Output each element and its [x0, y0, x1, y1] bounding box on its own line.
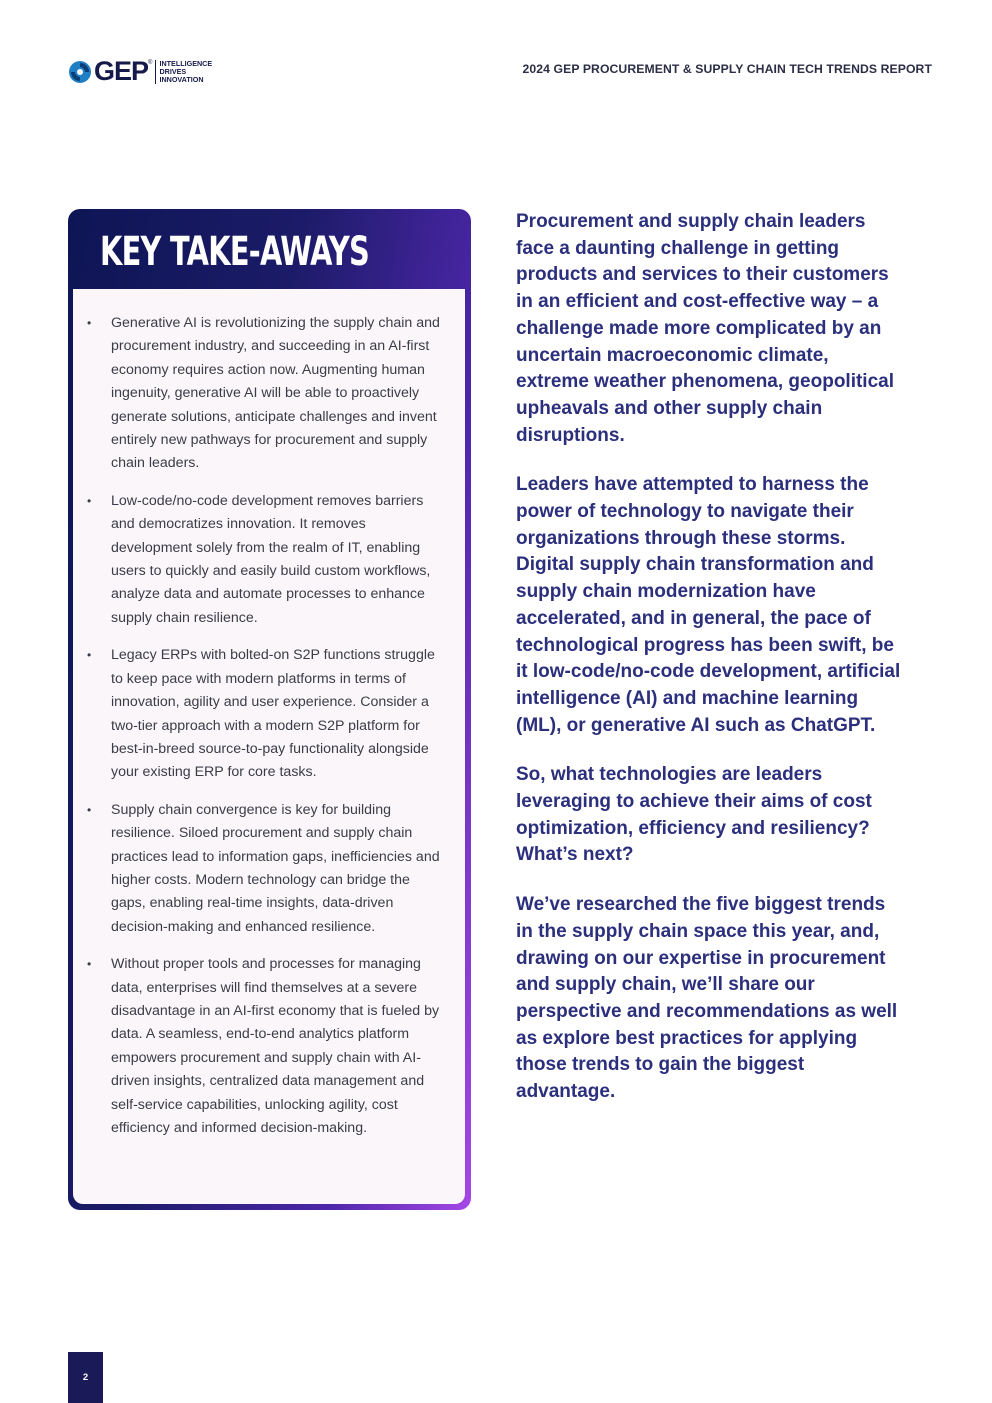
page-number: 2: [68, 1352, 103, 1403]
list-item: [87, 953, 440, 1140]
list-item-text: Without proper tools and processes for managing data, enterprises will find themselves at a severe disadvantage in an AI-first economy that is fueled by data. A seamless, end-to-end analytics platform empowers procurement and supply chain with AI-driven insights, centralized data management and self-service capabilities, unlocking agility, cost efficiency and informed decision-making.: [111, 956, 440, 1136]
list-item: [87, 490, 440, 630]
intro-paragraph: Leaders have attempted to harness the power of technology to navigate their organizations through these storms. Digital supply chain transformation and supply chain modernization have accelerated, and in general, the pace of technological progress has been swift, be it low-code/no-code development, artificial intelligence (AI) and machine learning (ML), or generative AI such as ChatGPT.: [516, 474, 901, 736]
logo-wordmark: GEP: [94, 56, 149, 86]
logo-tagline-line: INNOVATION: [159, 74, 204, 84]
key-takeaways-header: [68, 209, 471, 289]
list-item-text: Legacy ERPs with bolted-on S2P functions struggle to keep pace with modern platforms in terms of innovation, agility and user experience. Consider a two-tier approach with a modern S2P platform for best-in-breed source-to-pay functionality alongside your existing ERP for core tasks.: [111, 647, 435, 781]
gep-spiral-logo-icon: [68, 60, 92, 84]
key-takeaways-panel: [68, 209, 471, 1210]
bullet-icon: •: [87, 316, 92, 330]
bullet-icon: •: [87, 648, 92, 663]
bullet-icon: •: [87, 493, 92, 508]
logo-trademark: ®: [148, 60, 153, 66]
key-takeaways-title: KEY TAKE-AWAYS: [100, 229, 370, 275]
list-item-text: Low-code/no-code development removes barriers and democratizes innovation. It removes development solely from the realm of IT, enabling users to quickly and easily build custom workflows, analyze data and automate processes to enhance supply chain resilience.: [111, 492, 431, 626]
report-title: 2024 GEP PROCUREMENT & SUPPLY CHAIN TECH TRENDS REPORT: [522, 62, 932, 76]
list-item: [87, 644, 440, 784]
logo-tagline-line: DRIVES: [159, 66, 187, 76]
intro-paragraph: We’ve researched the five biggest trends in the supply chain space this year, and, drawing on our expertise in procurement and supply chain, we’ll share our perspective and recommendations as well as explore best practices for applying those trends to gain the biggest advantage.: [516, 894, 898, 1103]
list-item-text: Generative AI is revolutionizing the supply chain and procurement industry, and succeeding in an AI-first economy requires action now. Augmenting human ingenuity, generative AI will be able to proactively generate solutions, anticipate challenges and invent entirely new pathways for procurement and supply chain leaders.: [111, 315, 440, 472]
bullet-icon: •: [87, 802, 92, 817]
list-item: [87, 312, 440, 476]
logo-tagline: [159, 60, 212, 84]
list-item: [87, 799, 440, 939]
intro-text-column: [516, 209, 901, 1129]
intro-paragraph: Procurement and supply chain leaders face a daunting challenge in getting products and services to their customers in an efficient and cost-effective way – a challenge made more complicated by an uncertain macroeconomic climate, extreme weather phenomena, geopolitical upheavals and other supply chain disruptions.: [516, 211, 894, 446]
intro-paragraph: So, what technologies are leaders leveraging to achieve their aims of cost optimization, efficiency and resiliency? What’s next?: [516, 764, 872, 866]
key-takeaways-body: [73, 289, 465, 1204]
logo-tagline-line: INTELLIGENCE: [159, 58, 213, 68]
logo-divider: [155, 60, 156, 84]
bullet-icon: •: [87, 957, 92, 972]
list-item-text: Supply chain convergence is key for building resilience. Siloed procurement and supply chain practices lead to information gaps, inefficiencies and higher costs. Modern technology can bridge the gaps, enabling real-time insights, data-driven decision-making and enhanced resilience.: [111, 801, 440, 935]
key-takeaways-list: [87, 312, 440, 1140]
gep-logo: [68, 58, 212, 85]
